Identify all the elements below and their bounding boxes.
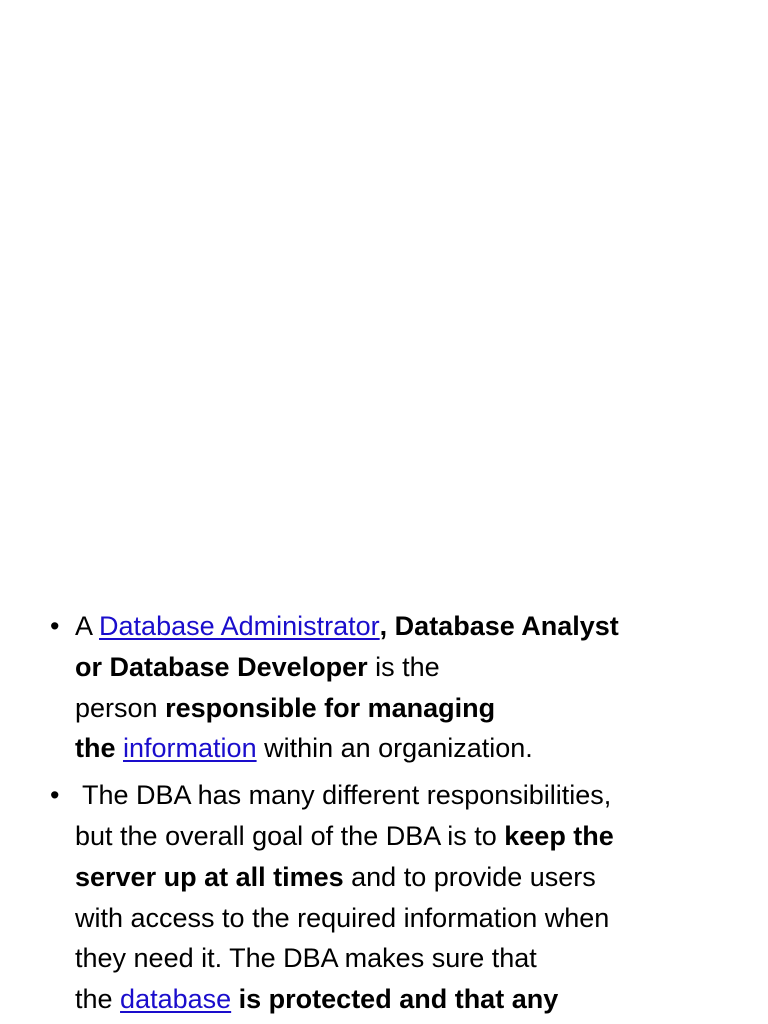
bold-run: , Database Analyst <box>379 611 619 641</box>
bullet-dot-icon: • <box>50 780 60 811</box>
text-run: and to provide users <box>343 861 596 892</box>
text-line <box>75 979 722 1020</box>
text-run: the <box>75 984 121 1015</box>
bullet-dot-icon: • <box>50 611 60 641</box>
text-line <box>75 688 722 729</box>
bold-run: responsible for managing <box>165 692 496 723</box>
text-line <box>75 728 722 769</box>
link-database[interactable]: database <box>120 984 232 1015</box>
text-run: is the <box>367 651 440 682</box>
bold-run: the <box>75 733 124 764</box>
bold-run: keep the <box>504 820 614 851</box>
text-line: The DBA has many different responsibilities, <box>75 780 612 811</box>
text-line: with access to the required information when <box>75 902 610 933</box>
text-line <box>75 857 722 898</box>
text-line <box>75 816 722 857</box>
text-run: A <box>75 611 100 641</box>
text-run: but the overall goal of the DBA is to <box>75 820 505 851</box>
bold-run: or Database Developer <box>75 651 368 682</box>
bullet-item-dba-definition <box>50 606 722 769</box>
text-line <box>75 606 722 647</box>
text-run: person <box>75 692 166 723</box>
text-line <box>75 647 722 688</box>
bullet-item-dba-responsibilities <box>50 775 722 1020</box>
bullet-list <box>50 606 722 1024</box>
link-database-administrator[interactable]: Database Administrator <box>99 611 380 641</box>
link-information[interactable]: information <box>123 733 257 764</box>
bold-run: server up at all times <box>75 861 344 892</box>
bold-run: is protected and that any <box>231 984 559 1015</box>
text-run: within an organization. <box>256 733 533 764</box>
bullet-text <box>75 775 722 1020</box>
text-line: they need it. The DBA makes sure that <box>75 943 537 974</box>
bullet-text <box>75 606 722 769</box>
